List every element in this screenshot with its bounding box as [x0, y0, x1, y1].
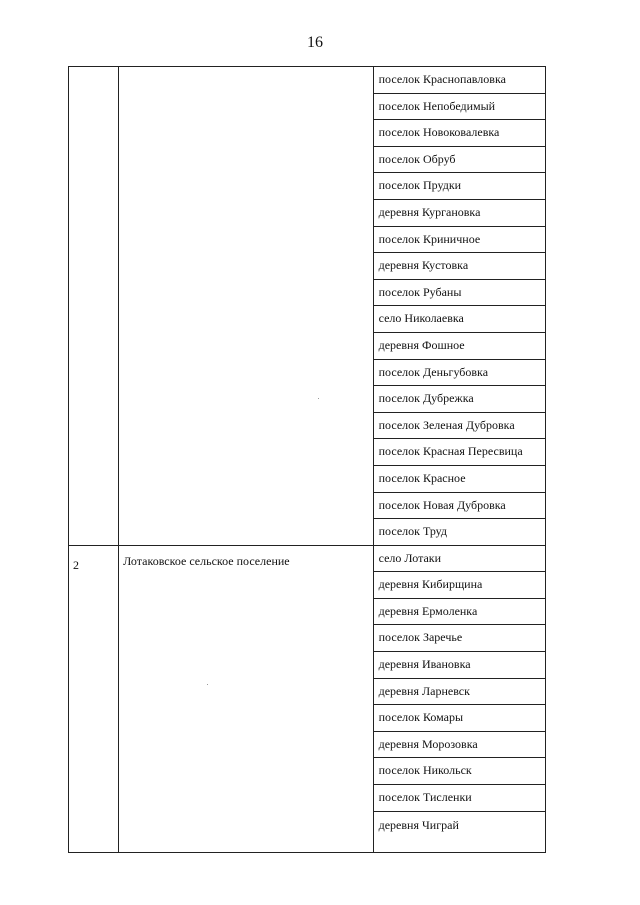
settlement-cell: деревня Ермоленка — [373, 598, 545, 625]
settlement-cell: поселок Зеленая Дубровка — [373, 412, 545, 439]
row-number-cell — [69, 67, 119, 546]
settlements-table-body — [69, 67, 546, 853]
settlement-cell: поселок Обруб — [373, 146, 545, 173]
settlement-cell: село Николаевка — [373, 306, 545, 333]
settlement-cell: деревня Кибирщина — [373, 572, 545, 599]
settlement-cell: деревня Кустовка — [373, 253, 545, 280]
scan-speck — [207, 684, 208, 685]
settlement-cell: поселок Прудки — [373, 173, 545, 200]
settlement-cell: поселок Комары — [373, 705, 545, 732]
settlement-cell: деревня Морозовка — [373, 731, 545, 758]
table-row — [69, 67, 546, 94]
settlement-cell: деревня Ивановка — [373, 652, 545, 679]
municipality-name-cell: Лотаковское сельское поселение — [119, 545, 374, 852]
settlement-cell: село Лотаки — [373, 545, 545, 572]
table-row — [69, 545, 546, 572]
settlement-cell: поселок Тисленки — [373, 785, 545, 812]
settlement-cell: поселок Труд — [373, 519, 545, 546]
settlement-cell: поселок Рубаны — [373, 279, 545, 306]
scan-speck — [318, 398, 319, 399]
settlements-table — [68, 66, 546, 853]
settlement-cell: поселок Криничное — [373, 226, 545, 253]
settlement-cell: поселок Новая Дубровка — [373, 492, 545, 519]
settlement-cell: поселок Никольск — [373, 758, 545, 785]
settlement-cell: поселок Красное — [373, 465, 545, 492]
settlement-cell: деревня Фошное — [373, 332, 545, 359]
settlement-cell: деревня Чиграй — [373, 811, 545, 852]
settlement-cell: поселок Новоковалевка — [373, 120, 545, 147]
settlement-cell: поселок Красная Пересвица — [373, 439, 545, 466]
settlement-cell: поселок Дубрежка — [373, 386, 545, 413]
page-number: 16 — [307, 34, 323, 51]
settlement-cell: поселок Заречье — [373, 625, 545, 652]
settlement-cell: деревня Ларневск — [373, 678, 545, 705]
settlement-cell: поселок Деньгубовка — [373, 359, 545, 386]
row-number-cell: 2 — [69, 545, 119, 852]
settlement-cell: деревня Кургановка — [373, 199, 545, 226]
municipality-name-cell — [119, 67, 374, 546]
settlement-cell: поселок Непобедимый — [373, 93, 545, 120]
settlement-cell: поселок Краснопавловка — [373, 67, 545, 94]
